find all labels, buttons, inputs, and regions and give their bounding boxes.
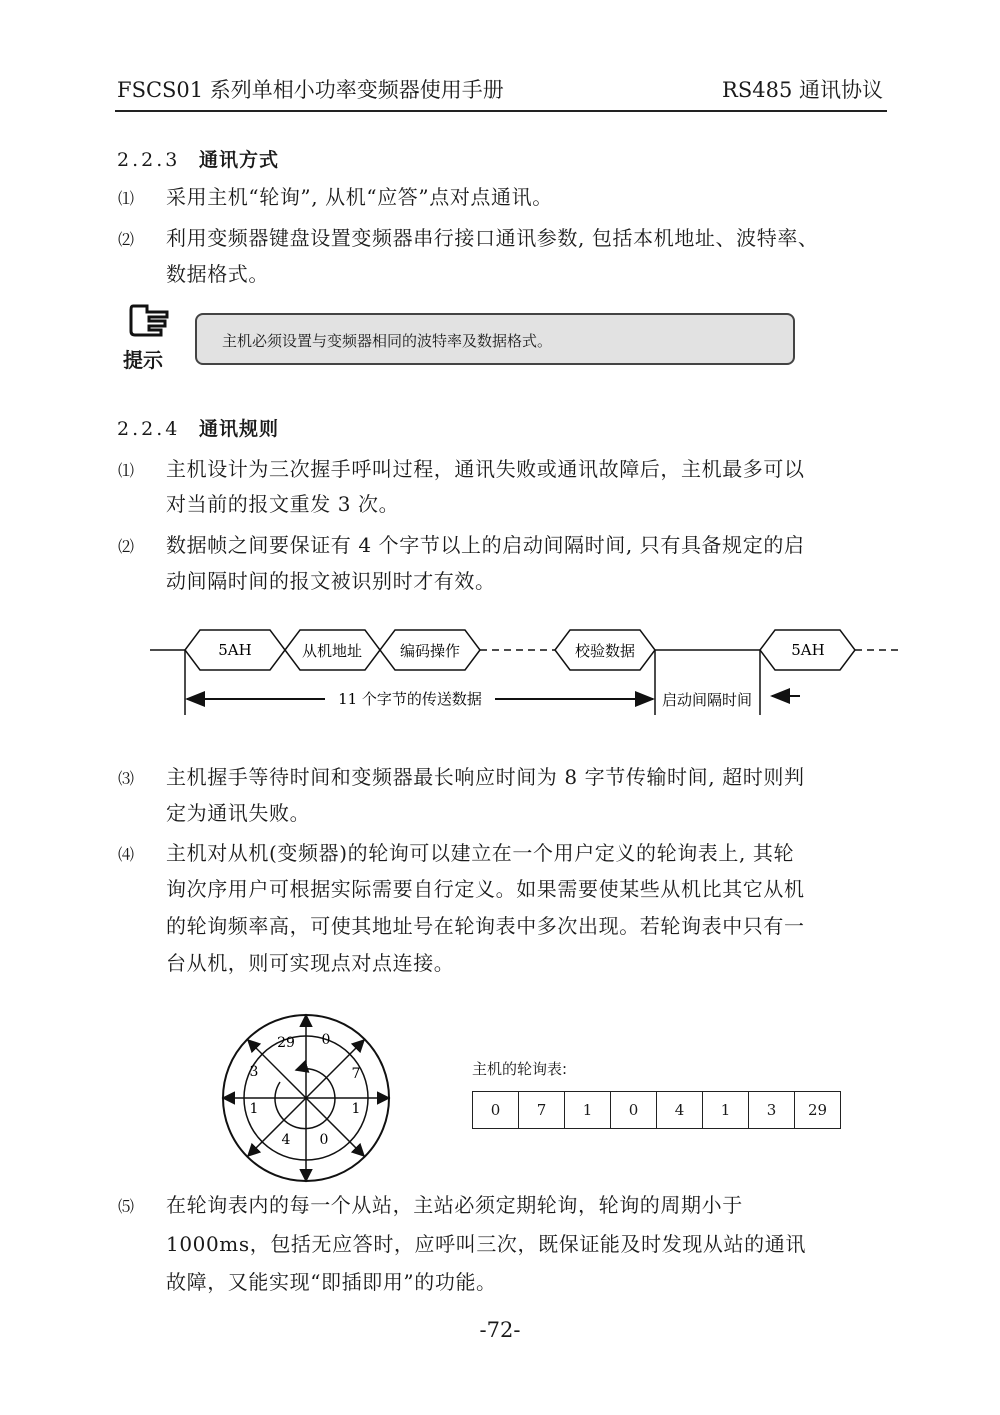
table-cell: 4 [657,1092,703,1129]
item-text: 对当前的报文重发 3 次。 [166,492,400,516]
poll-table-caption: 主机的轮询表: [472,1060,568,1078]
item-text: 数据格式。 [166,262,269,286]
section-number: 2.2.4 [117,418,181,440]
hand-pointer-icon [127,302,173,342]
slot-number: 7 [351,1066,361,1082]
gap-label: 启动间隔时间 [661,691,753,709]
section-heading-2-2-4 [117,414,279,441]
table-cell: 0 [611,1092,657,1129]
item-text: 定为通讯失败。 [166,801,311,825]
item-number: ⑸ [118,1197,135,1216]
page-number: -72- [479,1318,521,1342]
frame-box-label: 5AH [218,641,252,659]
item-text: 主机握手等待时间和变频器最长响应时间为 8 字节传输时间, 超时则判 [166,765,805,789]
item-text: 故障，又能实现“即插即用”的功能。 [166,1270,497,1294]
frame-box-label: 从机地址 [301,642,363,660]
header-manual-title: FSCS01 系列单相小功率变频器使用手册 [117,78,504,102]
item-text: 采用主机“轮询”, 从机“应答”点对点通讯。 [166,185,553,209]
frame-timing-diagram [150,620,910,720]
section-number: 2.2.3 [117,149,181,171]
item-number: ⑴ [118,189,135,208]
item-number: ⑴ [118,461,135,480]
item-number: ⑵ [118,230,135,249]
polling-circle-diagram [220,1012,392,1184]
item-text: 台从机，则可实现点对点连接。 [166,951,455,975]
item-text: 利用变频器键盘设置变频器串行接口通讯参数, 包括本机地址、波特率、 [166,226,819,250]
table-cell: 1 [565,1092,611,1129]
slot-number: 29 [277,1035,295,1051]
table-cell: 29 [795,1092,841,1129]
item-text: 动间隔时间的报文被识别时才有效。 [166,569,496,593]
item-number: ⑵ [118,537,135,556]
section-title: 通讯规则 [199,418,280,440]
slot-number: 3 [249,1064,259,1080]
table-cell: 1 [703,1092,749,1129]
item-text: 在轮询表内的每一个从站，主站必须定期轮询，轮询的周期小于 [166,1193,743,1217]
item-text: 主机对从机(变频器)的轮询可以建立在一个用户定义的轮询表上, 其轮 [166,841,795,865]
slot-number: 4 [281,1132,291,1148]
section-title: 通讯方式 [199,149,280,171]
slot-number: 0 [319,1132,329,1148]
item-text: 的轮询频率高，可使其地址号在轮询表中多次出现。若轮询表中只有一 [166,914,805,938]
table-cell: 3 [749,1092,795,1129]
item-text: 询次序用户可根据实际需要自行定义。如果需要使某些从机比其它从机 [166,877,805,901]
header-chapter-title: RS485 通讯协议 [722,78,883,102]
frame-box-label: 校验数据 [574,642,636,660]
header-divider [115,110,887,112]
slot-number: 0 [321,1032,331,1048]
item-text: 1000ms，包括无应答时，应呼叫三次，既保证能及时发现从站的通讯 [166,1232,806,1256]
item-number: ⑶ [118,769,135,788]
table-row [473,1092,841,1129]
section-heading-2-2-3 [117,145,279,172]
item-number: ⑷ [118,845,135,864]
item-text: 数据帧之间要保证有 4 个字节以上的启动间隔时间, 只有具备规定的启 [166,533,805,557]
slot-number: 1 [249,1101,259,1117]
table-cell: 7 [519,1092,565,1129]
table-cell: 0 [473,1092,519,1129]
tip-label: 提示 [123,348,163,372]
poll-table [472,1091,841,1129]
slot-number: 1 [351,1101,361,1117]
span-label: 11 个字节的传送数据 [338,690,482,708]
item-text: 主机设计为三次握手呼叫过程，通讯失败或通讯故障后，主机最多可以 [166,457,805,481]
frame-box-label: 编码操作 [399,642,461,660]
frame-box-label: 5AH [791,641,825,659]
tip-text: 主机必须设置与变频器相同的波特率及数据格式。 [222,332,553,350]
